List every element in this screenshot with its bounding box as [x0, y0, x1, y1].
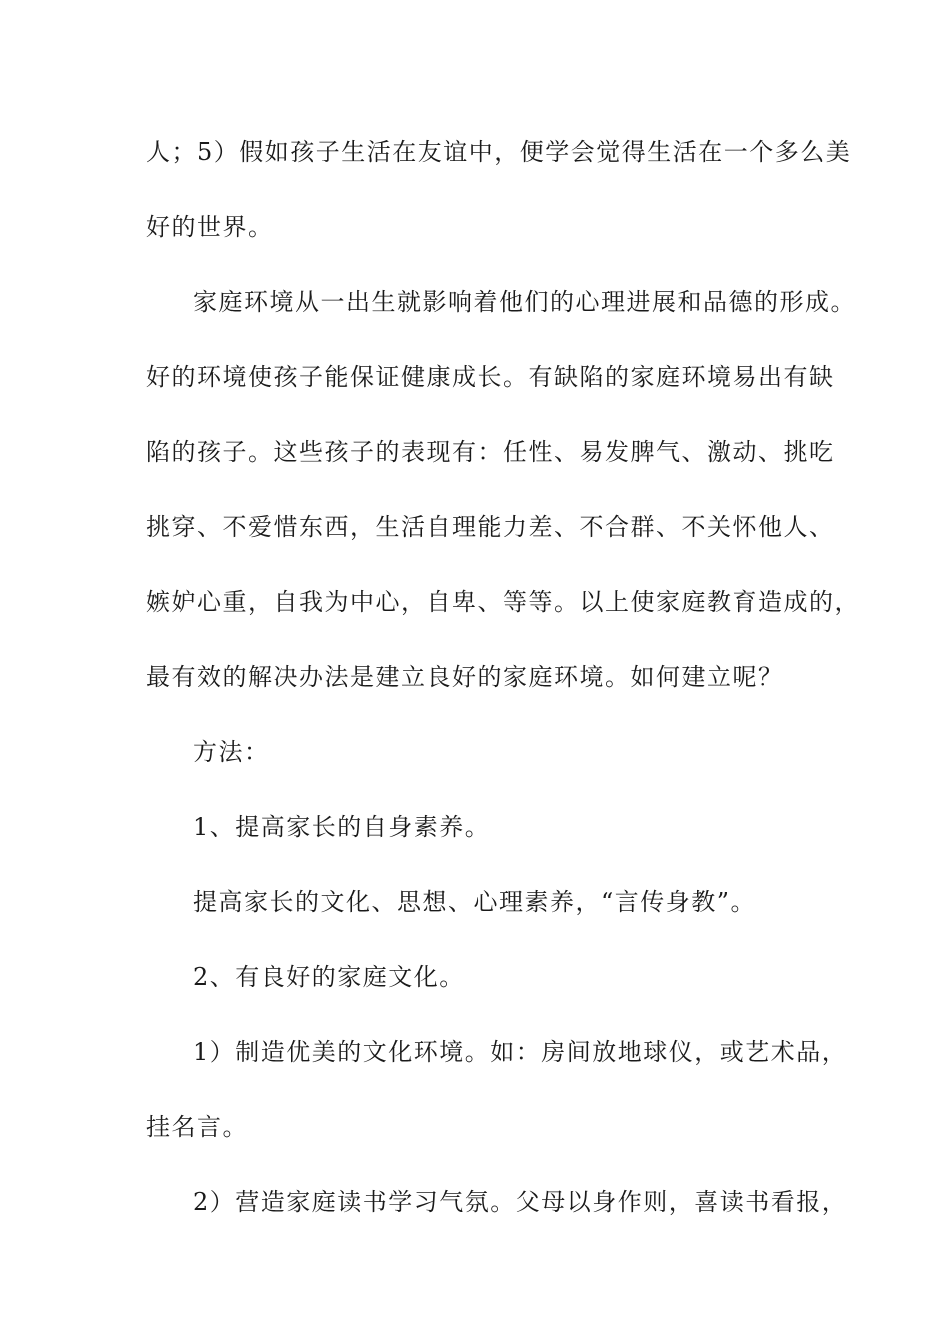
list-item-heading-2: 2、有良好的家庭文化。	[193, 963, 465, 991]
sub-item-2: 2）营造家庭读书学习气氛。父母以身作则，喜读书看报，	[193, 1188, 848, 1216]
paragraph-start-family-environment: 家庭环境从一出生就影响着他们的心理进展和品德的形成。	[193, 288, 856, 316]
text-line-6: 挑穿、不爱惜东西，生活自理能力差、不合群、不关怀他人、	[146, 513, 835, 541]
list-item-heading-1: 1、提高家长的自身素养。	[193, 813, 491, 841]
text-line-8: 最有效的解决办法是建立良好的家庭环境。如何建立呢？	[146, 663, 784, 691]
sub-item-1-continued: 挂名言。	[146, 1113, 248, 1141]
text-line-5: 陷的孩子。这些孩子的表现有：任性、易发脾气、激动、挑吃	[146, 438, 835, 466]
list-item-text-1: 提高家长的文化、思想、心理素养，“言传身教”。	[193, 888, 757, 916]
text-line-1: 人；5）假如孩子生活在友谊中，便学会觉得生活在一个多么美	[146, 138, 852, 166]
sub-item-1: 1）制造优美的文化环境。如：房间放地球仪，或艺术品，	[193, 1038, 848, 1066]
text-line-7: 嫉妒心重，自我为中心，自卑、等等。以上使家庭教育造成的，	[146, 588, 860, 616]
section-heading-methods: 方法：	[193, 738, 270, 766]
text-line-2: 好的世界。	[146, 213, 274, 241]
text-line-4: 好的环境使孩子能保证健康成长。有缺陷的家庭环境易出有缺	[146, 363, 835, 391]
